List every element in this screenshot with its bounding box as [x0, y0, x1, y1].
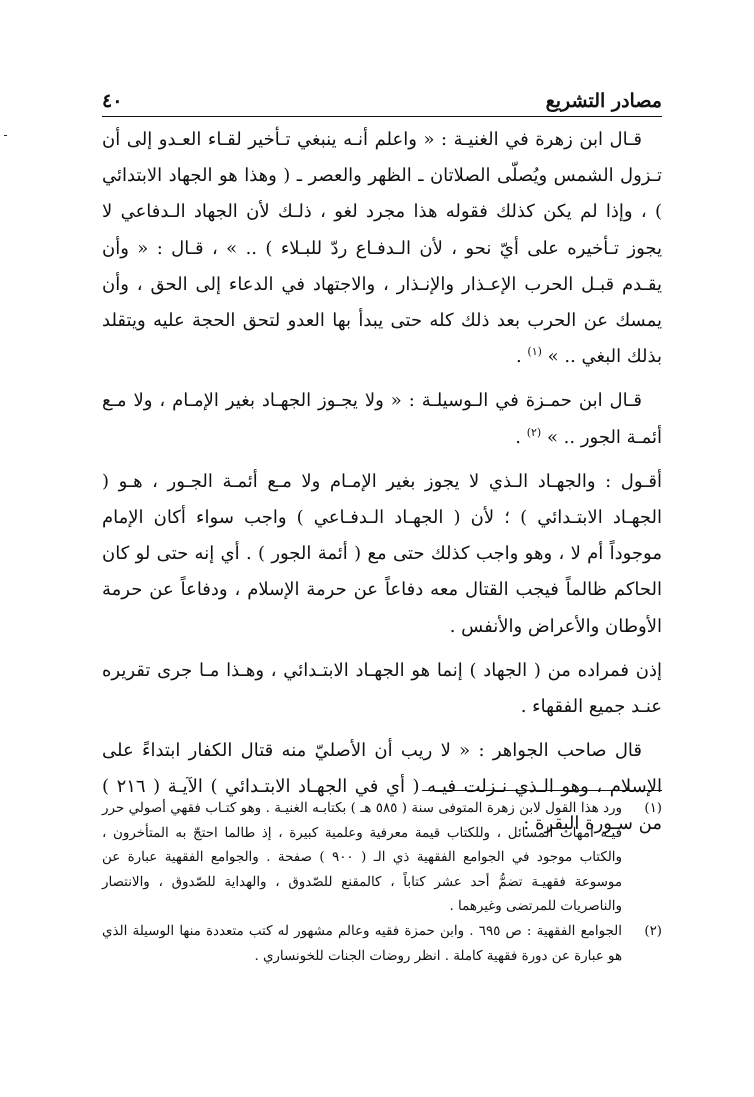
footnote-text: الجوامع الفقهية : ص ٦٩٥ . وابن حمزة فقيه وعالم مشهور له كتب متعددة منها الوسيلة الذي هو عبارة عن دورة فقهية كاملة . انظر روضات الجنات للخونساري .: [102, 923, 622, 964]
footnote-number: (٢): [644, 923, 662, 939]
paragraph-ibn-zuhra: قـال ابن زهرة في الغنيـة : « واعلم أنـه ينبغي تـأخير لقـاء العـدو إلى أن تـزول الشمس ويُصلّى الصلاتان ـ الظهر والعصر ـ ( وهذا هو الجهاد الابتدائي ) ، وإذا لم يكن كذلك فقوله هذا مجرد لغو ، ذلـك لأن الجهاد الـدفاعي لا يجوز تـأخيره على أيّ نحو ، لأن الـدفـاع ردّ للبـلاء ) .. » ، قـال : « وأن يقـدم قبـل الحرب الإعـذار والإنـذار ، والاجتهاد في الدعاء إلى الحق ، وأن يمسك عن الحرب بعد ذلك كله حتى يبدأ بها العدو لتحق الحجة عليه ويتقلد بذلك البغي .. » $^{(١)}$ .: [102, 129, 662, 368]
footnote-rule: [422, 790, 662, 791]
paragraph-jawahir: قال صاحب الجواهر : « لا ريب أن الأصليّ منه قتال الكفار ابتداءً على الإسلام ، وهو الـذي نـزلت فيـه ( أي في الجهـاد الابتـدائي ) الآيـة ( ٢١٦ ) من سـورة البقرة :: [102, 740, 663, 834]
footnotes: [102, 797, 662, 969]
main-text: [102, 122, 662, 850]
header-rule: [102, 116, 662, 117]
footnote-number: (١): [644, 801, 662, 816]
paragraph-conclusion: إذن فمراده من ( الجهاد ) إنما هو الجهـاد الابتـدائي ، وهـذا مـا جرى تقريره عنـد جميع الفقهاء .: [102, 659, 662, 718]
margin-mark: ـ: [4, 128, 7, 139]
paragraph-author-comment: أقـول : والجهـاد الـذي لا يجوز بغير الإمـام ولا مـع أئمـة الجـور ، هـو ( الجهـاد الابتـدائي ) ؛ لأن ( الجهـاد الـدفـاعي ) واجب سواء أكان الإمام موجوداً أم لا ، وهو واجب كذلك حتى مع ( أئمة الجور ) . أي إنه حتى لو كان الحاكم ظالماً فيجب القتال معه دفاعاً عن حرمة الإسلام ، ودفاعاً عن حرمة الأوطان والأعراض والأنفس .: [102, 470, 662, 637]
footnote-ref-1[interactable]: (١): [527, 345, 542, 359]
page-number: ٤٠: [102, 90, 123, 112]
paragraph-ibn-hamza: قـال ابن حمـزة في الـوسيلـة : « ولا يجـوز الجهـاد بغير الإمـام ، ولا مـع أئمـة الجور .. » $^{(٢)}$ .: [102, 390, 662, 448]
footnote-ref-2[interactable]: (٢): [526, 425, 542, 439]
footnote-text: ورد هذا القول لابن زهرة المتوفى سنة ( ٥٨٥ هـ ) بكتابـه الغنيـة . وهو كتـاب فقهي أصولي حرر فيـه أمهات المسائل ، وللكتاب قيمة معرفية وعلمية كبيرة ، إذ طالما احتجّ به المتأخرون ، والكتاب موجود في الجوامع الفقهية ذي الـ ( ٩٠٠ ) صفحة . والجوامع الفقهية عبارة عن موسوعة فقهيـة تضمُّ أحد عشر كتاباً ، كالمقنع للصّدوق ، والهداية للصّدوق ، والانتصار والناصريات للمرتضى وغيرهما .: [102, 801, 622, 915]
footnote-1: [102, 797, 662, 920]
running-title: مصادر التشريع: [545, 90, 662, 112]
running-header: [102, 82, 662, 112]
footnote-2: [102, 920, 662, 969]
